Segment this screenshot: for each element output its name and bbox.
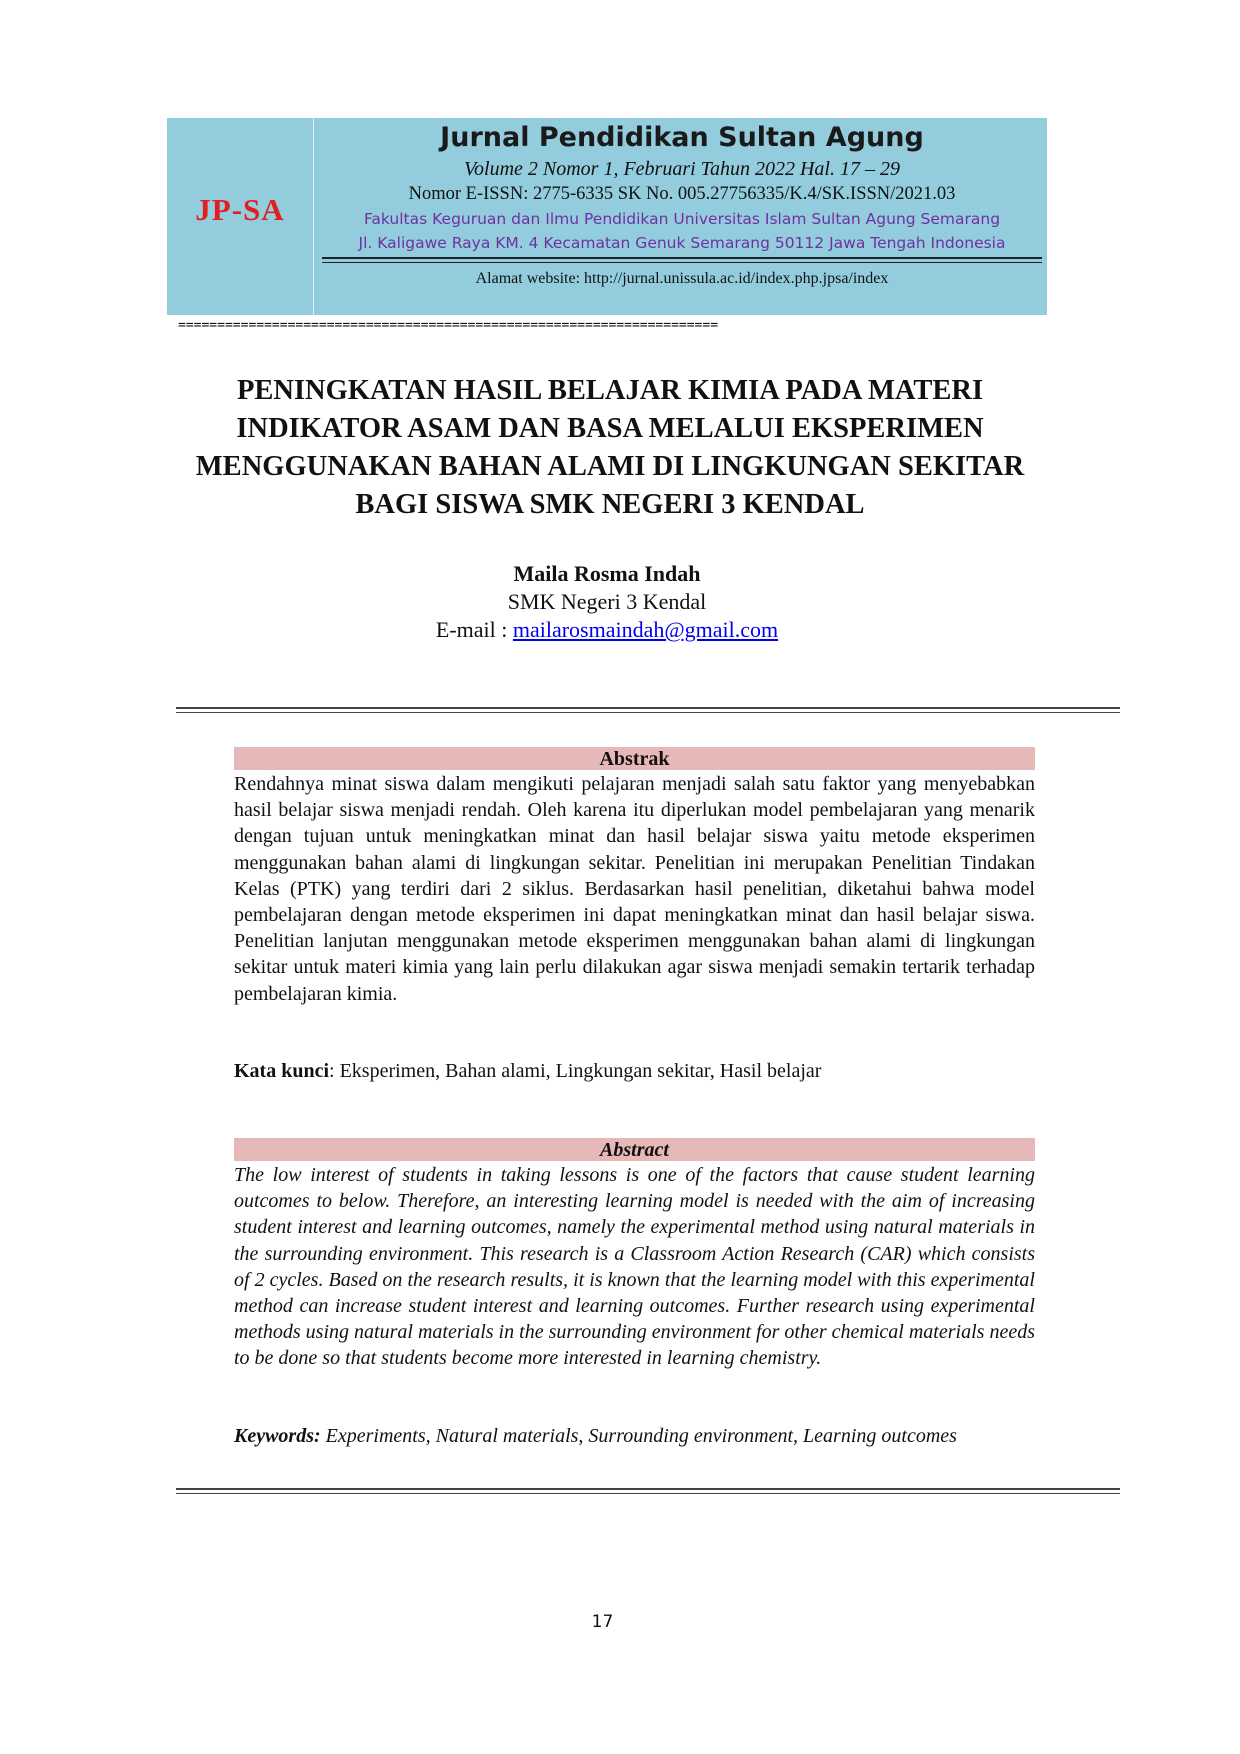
keywords-label: Keywords: (234, 1425, 321, 1447)
title-line: MENGGUNAKAN BAHAN ALAMI DI LINGKUNGAN SEKITAR (195, 451, 1025, 482)
abstract-heading: Abstract (234, 1138, 1035, 1161)
kata-kunci (234, 1058, 1035, 1084)
keywords-text: Experiments, Natural materials, Surrounding environment, Learning outcomes (320, 1425, 957, 1447)
article-title (140, 372, 1080, 524)
journal-logo: JP-SA (195, 191, 285, 227)
journal-volume: Volume 2 Nomor 1, Februari Tahun 2022 Hal. 17 – 29 (464, 158, 900, 180)
kata-kunci-label: Kata kunci (234, 1060, 330, 1082)
author-affiliation: SMK Negeri 3 Kendal (507, 589, 707, 614)
title-line: BAGI SISWA SMK NEGERI 3 KENDAL (355, 489, 865, 520)
journal-title: Jurnal Pendidikan Sultan Agung (440, 122, 924, 153)
author-email-line (0, 616, 1214, 644)
abstrak-heading: Abstrak (234, 747, 1035, 770)
section-divider (176, 707, 1120, 713)
journal-address: Jl. Kaligawe Raya KM. 4 Kecamatan Genuk Semarang 50112 Jawa Tengah Indonesia (358, 234, 1006, 252)
header-rule (322, 257, 1042, 263)
title-line: INDIKATOR ASAM DAN BASA MELALUI EKSPERIMEN (236, 413, 984, 444)
author-block (0, 560, 1214, 644)
keywords (234, 1423, 1035, 1449)
journal-header (167, 118, 1047, 315)
email-label: E-mail : (435, 617, 513, 642)
email-link[interactable]: mailarosmaindah@gmail.com (512, 617, 779, 642)
journal-website: Alamat website: http://jurnal.unissula.ac.id/index.php.jpsa/index (475, 270, 889, 287)
journal-info (317, 118, 1047, 255)
header-separator: ===================================================================== (178, 318, 719, 333)
section-divider-bottom (176, 1488, 1120, 1494)
abstrak-text: Rendahnya minat siswa dalam mengikuti pelajaran menjadi salah satu faktor yang menyebabkan hasil belajar siswa menjadi rendah. Oleh karena itu diperlukan model pembelajaran yang menarik dengan tujuan untuk meningkatkan minat dan hasil belajar siswa yaitu metode eksperimen menggunakan bahan alami di lingkungan sekitar. Penelitian ini merupakan Penelitian Tindakan Kelas (PTK) yang terdiri dari 2 siklus. Berdasarkan hasil penelitian, diketahui bahwa model pembelajaran dengan metode eksperimen ini dapat meningkatkan minat dan hasil belajar siswa. Penelitian lanjutan menggunakan metode eksperimen menggunakan bahan alami di lingkungan sekitar untuk materi kimia yang lain perlu dilakukan agar siswa menjadi semakin tertarik terhadap pembelajaran kimia. (234, 773, 1035, 1005)
journal-issn: Nomor E-ISSN: 2775-6335 SK No. 005.27756335/K.4/SK.ISSN/2021.03 (408, 184, 956, 204)
abstract-text: The low interest of students in taking lessons is one of the factors that cause student learning outcomes to below. Therefore, an interesting learning model is needed with the aim of increasing student interest and learning outcomes, namely the experimental method using natural materials in the surrounding environment. This research is a Classroom Action Research (CAR) which consists of 2 cycles. Based on the research results, it is known that the learning model with this experimental method can increase student interest and learning outcomes. Further research using experimental methods using natural materials in the surrounding environment for other chemical materials needs to be done so that students become more interested in learning chemistry. (234, 1164, 1035, 1370)
page-number: 17 (591, 1612, 614, 1632)
title-line: PENINGKATAN HASIL BELAJAR KIMIA PADA MATERI (236, 375, 984, 406)
author-name: Maila Rosma Indah (513, 561, 701, 586)
logo-divider (313, 118, 314, 315)
kata-kunci-text: : Eksperimen, Bahan alami, Lingkungan sekitar, Hasil belajar (329, 1060, 822, 1082)
journal-faculty: Fakultas Keguruan dan Ilmu Pendidikan Universitas Islam Sultan Agung Semarang (363, 210, 1001, 228)
